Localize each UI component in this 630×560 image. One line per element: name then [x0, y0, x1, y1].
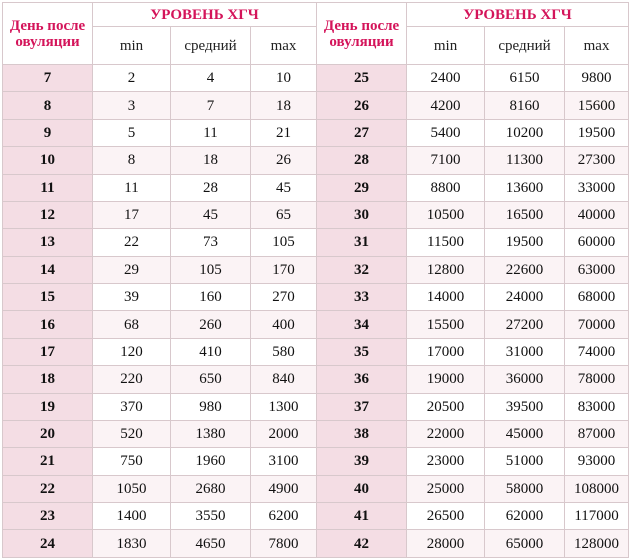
- left-avg-cell: 1960: [171, 448, 251, 475]
- right-day-header: День после овуляции: [317, 3, 407, 65]
- right-max-cell: 70000: [565, 311, 629, 338]
- right-max-cell: 60000: [565, 229, 629, 256]
- right-avg-cell: 6150: [485, 65, 565, 92]
- right-avg-cell: 27200: [485, 311, 565, 338]
- left-level-header: УРОВЕНЬ ХГЧ: [93, 3, 317, 27]
- right-max-cell: 117000: [565, 503, 629, 530]
- left-max-cell: 21: [251, 119, 317, 146]
- table-row: [3, 475, 629, 502]
- left-max-cell: 6200: [251, 503, 317, 530]
- left-max-cell: 840: [251, 366, 317, 393]
- left-max-cell: 170: [251, 256, 317, 283]
- left-min-cell: 68: [93, 311, 171, 338]
- right-max-cell: 87000: [565, 420, 629, 447]
- left-avg-cell: 11: [171, 119, 251, 146]
- right-max-cell: 27300: [565, 147, 629, 174]
- right-day-cell: 34: [317, 311, 407, 338]
- table-row: [3, 448, 629, 475]
- right-min-cell: 15500: [407, 311, 485, 338]
- left-avg-cell: 1380: [171, 420, 251, 447]
- left-max-cell: 45: [251, 174, 317, 201]
- left-day-cell: 14: [3, 256, 93, 283]
- right-min-header: min: [407, 27, 485, 65]
- left-max-cell: 10: [251, 65, 317, 92]
- right-max-cell: 63000: [565, 256, 629, 283]
- left-avg-cell: 45: [171, 201, 251, 228]
- right-avg-cell: 19500: [485, 229, 565, 256]
- right-avg-cell: 62000: [485, 503, 565, 530]
- right-max-cell: 93000: [565, 448, 629, 475]
- right-min-cell: 11500: [407, 229, 485, 256]
- left-day-cell: 24: [3, 530, 93, 558]
- left-min-cell: 370: [93, 393, 171, 420]
- table-row: [3, 503, 629, 530]
- table-row: [3, 393, 629, 420]
- table-row: [3, 92, 629, 119]
- left-min-cell: 5: [93, 119, 171, 146]
- left-max-cell: 18: [251, 92, 317, 119]
- table-row: [3, 256, 629, 283]
- right-min-cell: 7100: [407, 147, 485, 174]
- left-avg-cell: 28: [171, 174, 251, 201]
- left-max-cell: 1300: [251, 393, 317, 420]
- right-day-cell: 33: [317, 284, 407, 311]
- left-day-header: День после овуляции: [3, 3, 93, 65]
- left-day-cell: 11: [3, 174, 93, 201]
- left-min-cell: 29: [93, 256, 171, 283]
- right-max-cell: 128000: [565, 530, 629, 558]
- left-day-cell: 17: [3, 338, 93, 365]
- right-day-cell: 39: [317, 448, 407, 475]
- right-max-cell: 15600: [565, 92, 629, 119]
- right-min-cell: 10500: [407, 201, 485, 228]
- right-avg-cell: 24000: [485, 284, 565, 311]
- right-day-cell: 37: [317, 393, 407, 420]
- left-avg-cell: 7: [171, 92, 251, 119]
- right-min-cell: 5400: [407, 119, 485, 146]
- right-min-cell: 8800: [407, 174, 485, 201]
- left-max-cell: 4900: [251, 475, 317, 502]
- left-max-cell: 400: [251, 311, 317, 338]
- left-avg-cell: 260: [171, 311, 251, 338]
- right-day-cell: 31: [317, 229, 407, 256]
- right-avg-cell: 36000: [485, 366, 565, 393]
- table-row: [3, 338, 629, 365]
- right-min-cell: 19000: [407, 366, 485, 393]
- left-avg-cell: 2680: [171, 475, 251, 502]
- table-row: [3, 119, 629, 146]
- right-min-cell: 4200: [407, 92, 485, 119]
- right-max-cell: 83000: [565, 393, 629, 420]
- right-avg-header: средний: [485, 27, 565, 65]
- left-day-cell: 19: [3, 393, 93, 420]
- left-avg-cell: 650: [171, 366, 251, 393]
- right-day-cell: 25: [317, 65, 407, 92]
- right-max-cell: 33000: [565, 174, 629, 201]
- left-avg-cell: 18: [171, 147, 251, 174]
- right-min-cell: 12800: [407, 256, 485, 283]
- right-avg-cell: 16500: [485, 201, 565, 228]
- left-min-cell: 2: [93, 65, 171, 92]
- right-min-cell: 14000: [407, 284, 485, 311]
- table-row: [3, 284, 629, 311]
- right-day-cell: 30: [317, 201, 407, 228]
- left-min-cell: 1400: [93, 503, 171, 530]
- right-min-cell: 28000: [407, 530, 485, 558]
- left-max-cell: 270: [251, 284, 317, 311]
- left-day-cell: 22: [3, 475, 93, 502]
- right-min-cell: 22000: [407, 420, 485, 447]
- right-day-cell: 40: [317, 475, 407, 502]
- table-row: [3, 201, 629, 228]
- left-day-cell: 8: [3, 92, 93, 119]
- right-max-cell: 74000: [565, 338, 629, 365]
- left-min-cell: 520: [93, 420, 171, 447]
- left-avg-cell: 105: [171, 256, 251, 283]
- left-avg-cell: 4: [171, 65, 251, 92]
- left-min-cell: 220: [93, 366, 171, 393]
- left-min-cell: 22: [93, 229, 171, 256]
- right-avg-cell: 65000: [485, 530, 565, 558]
- right-day-cell: 28: [317, 147, 407, 174]
- left-min-cell: 39: [93, 284, 171, 311]
- left-day-cell: 10: [3, 147, 93, 174]
- right-min-cell: 2400: [407, 65, 485, 92]
- right-day-cell: 36: [317, 366, 407, 393]
- right-max-cell: 40000: [565, 201, 629, 228]
- hcg-levels-table: [2, 2, 629, 558]
- left-day-cell: 20: [3, 420, 93, 447]
- left-avg-cell: 410: [171, 338, 251, 365]
- left-day-cell: 13: [3, 229, 93, 256]
- table-row: [3, 229, 629, 256]
- right-min-cell: 25000: [407, 475, 485, 502]
- left-max-cell: 65: [251, 201, 317, 228]
- left-max-cell: 7800: [251, 530, 317, 558]
- table-body: [3, 65, 629, 558]
- table-row: [3, 311, 629, 338]
- left-min-cell: 11: [93, 174, 171, 201]
- left-day-cell: 16: [3, 311, 93, 338]
- right-max-cell: 78000: [565, 366, 629, 393]
- left-max-cell: 105: [251, 229, 317, 256]
- right-day-cell: 32: [317, 256, 407, 283]
- right-avg-cell: 22600: [485, 256, 565, 283]
- right-avg-cell: 39500: [485, 393, 565, 420]
- left-min-cell: 1830: [93, 530, 171, 558]
- left-day-cell: 23: [3, 503, 93, 530]
- right-avg-cell: 58000: [485, 475, 565, 502]
- right-min-cell: 17000: [407, 338, 485, 365]
- right-avg-cell: 45000: [485, 420, 565, 447]
- left-avg-cell: 3550: [171, 503, 251, 530]
- right-min-cell: 23000: [407, 448, 485, 475]
- right-max-header: max: [565, 27, 629, 65]
- right-avg-cell: 8160: [485, 92, 565, 119]
- left-avg-header: средний: [171, 27, 251, 65]
- right-day-cell: 27: [317, 119, 407, 146]
- left-max-cell: 26: [251, 147, 317, 174]
- right-day-cell: 42: [317, 530, 407, 558]
- left-min-cell: 17: [93, 201, 171, 228]
- left-day-cell: 12: [3, 201, 93, 228]
- table-row: [3, 366, 629, 393]
- left-min-cell: 1050: [93, 475, 171, 502]
- right-max-cell: 9800: [565, 65, 629, 92]
- left-min-cell: 8: [93, 147, 171, 174]
- left-min-cell: 120: [93, 338, 171, 365]
- right-day-cell: 29: [317, 174, 407, 201]
- left-day-cell: 15: [3, 284, 93, 311]
- right-max-cell: 108000: [565, 475, 629, 502]
- right-avg-cell: 13600: [485, 174, 565, 201]
- right-min-cell: 20500: [407, 393, 485, 420]
- left-max-cell: 3100: [251, 448, 317, 475]
- right-day-cell: 41: [317, 503, 407, 530]
- table-row: [3, 65, 629, 92]
- table-row: [3, 147, 629, 174]
- left-avg-cell: 980: [171, 393, 251, 420]
- left-max-cell: 580: [251, 338, 317, 365]
- right-max-cell: 68000: [565, 284, 629, 311]
- left-avg-cell: 4650: [171, 530, 251, 558]
- left-min-cell: 750: [93, 448, 171, 475]
- right-avg-cell: 51000: [485, 448, 565, 475]
- left-day-cell: 9: [3, 119, 93, 146]
- right-max-cell: 19500: [565, 119, 629, 146]
- right-avg-cell: 11300: [485, 147, 565, 174]
- left-max-cell: 2000: [251, 420, 317, 447]
- table-row: [3, 174, 629, 201]
- left-min-header: min: [93, 27, 171, 65]
- table-row: [3, 420, 629, 447]
- right-avg-cell: 31000: [485, 338, 565, 365]
- left-day-cell: 7: [3, 65, 93, 92]
- left-min-cell: 3: [93, 92, 171, 119]
- left-avg-cell: 160: [171, 284, 251, 311]
- right-min-cell: 26500: [407, 503, 485, 530]
- right-day-cell: 38: [317, 420, 407, 447]
- left-max-header: max: [251, 27, 317, 65]
- table-row: [3, 530, 629, 558]
- right-day-cell: 35: [317, 338, 407, 365]
- left-day-cell: 18: [3, 366, 93, 393]
- left-day-cell: 21: [3, 448, 93, 475]
- left-avg-cell: 73: [171, 229, 251, 256]
- right-avg-cell: 10200: [485, 119, 565, 146]
- right-day-cell: 26: [317, 92, 407, 119]
- right-level-header: УРОВЕНЬ ХГЧ: [407, 3, 629, 27]
